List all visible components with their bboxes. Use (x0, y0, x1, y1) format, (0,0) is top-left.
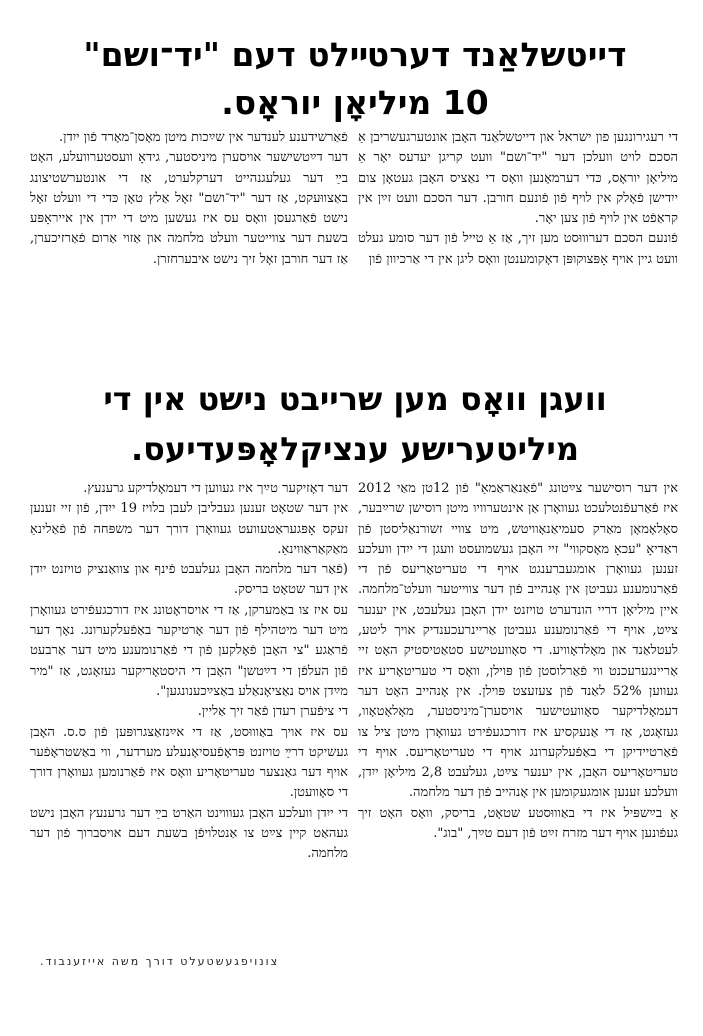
article2-left-column (30, 479, 348, 919)
article2-headline-line2: מיליטערישע ענציקלאָפּעדיעס. (131, 430, 579, 468)
article2-headline-line1: וועגן וואָס מען שרייבט נישט אין די (103, 380, 607, 418)
author-credit: צונויפגעשטעלט דורך משה אייזענבוד. (40, 955, 280, 968)
article1-paragraph: די רעגירונגען פון ישראל און דייטשלאַנד האָבן אונטערגעשריבן אַ הסכם לויט וועלכן דער "יד־ושם" וועט קריגן יעדעס יאָר אַ מיליאָן יוראָס, כּדי דערמאָנען וואָס די נאַציס האָבן געטאָן צום ייִדישן פֿאָלק אין לויף פֿון פֿונעם חורבן. דער הסכם וועט זײַן אין קראַפֿט אין לויף פֿון צען יאָר. (358, 130, 678, 227)
article2-paragraph: (פֿאַר דער מלחמה האָבן געלעבט פֿינף און צוואַנציק טויזנט ייִדן אין דער שטאָט בריסק. (30, 562, 348, 598)
article2-right-column (358, 479, 678, 989)
article2-paragraph: אַ בײַשפּיל איז די באַוווּסטע שטאָט, בריסק, וואָס האָט זיך געפֿונען אויף דער מזרח זײַט פֿון דעם טײַך, "בוג". (358, 805, 678, 842)
article1-right-column (358, 128, 678, 360)
article2-paragraph: אין דער שטאָט זענען געבליבן לעבן בלויז 19 ייִדן, פֿון זיי זענען זעקס אָפּגעראַטעוועט געוואָרן דורך דער משפּחה פֿון פֿאַלינאַ מאַקאַראַווינאַ. (30, 501, 348, 557)
article2-paragraph: אין דער רוסישער צײַטונג "פֿאַנאַראַמאַ" פֿון 12טן מאַי 2012 איז פֿאַרעפֿנטלעכט געוואָרן אַן אינטערוויו מיטן רוסישן שרײַבער, סאָלאָמאָן מאַרק סעמיאַנאָוויטש, מיט צוויי זשורנאַליסטן פֿון ראַדיאָ "עכאָ מאָסקווי" זיי האָבן געשמועסט וועגן די ייִדן וועלכע זענען געוואָרן אומגעברענגט אויף די טעריטאָריעס פֿון די פֿאַרנומענע געביטן אין אָנהייב פֿון דער צווייטער וועלט־מלחמה. איין מיליאָן דריי הונדערט טויזנט ייִדן האָבן געלעבט, אין יענער צײַט, אויף די פֿאַרנומענע געביטן אַריינרעכענדיק אויך ליטע, לעטלאַנד און מאָלדאָוויע. די סאָוועטישע סטאַטיסטיק האָט זיי אַריינגערעכנט ווי פֿאַרלוסטן פֿון פּוילן, וואָס די טעריטאָריע איז געווען 52% לאַנד פֿון צעזעצט פּוילן. אין אָנהייב האָט דער דעמאָלדיקער סאָוועטישער אויסערן־מיניסטער, מאָלאָטאָוו, געזאָגט, אַז די אַנעקסיע איז דורכגעפֿירט געוואָרן מיטן ציל צו פֿאַרטיידיקן די באַפֿעלקערונג אויף די טעריטאָריעס. אויף די טעריטאָריעס האָבן, אין יענער צײַט, געלעבט 2,8 מיליאָן ייִדן, וועלכע זענען אומגעקומען אין אָנהייב פֿון דער מלחמה. (358, 481, 678, 801)
article1-paragraph: דער דײַטשישער אויסערן מיניסטער, גידאָ וועסטערוועלע, האָט בײַ דער געלעגנהייט דערקלערט, אַז די אונטערשטיצונג באַצווּעקט, אַז דער "יד־ושם" זאָל אַלץ טאָן כּדי די וועלט זאָל נישט פֿאַרגעסן וואָס עס איז געשען מיט די ייִדן אין אייראָפּע בשעת דער צווייטער וועלט מלחמה און אַזוי אַרום פֿאַרזיכערן, אַז דער חורבן זאָל זיך נישט איבערחזרן. (30, 150, 348, 267)
article2-paragraph: די ציפֿערן רעדן פֿאַר זיך אַליין. (197, 704, 348, 720)
article1-headline-line1: דייטשלאַנד דערטײלט דעם "יד־ושם" (83, 35, 627, 74)
article2-paragraph: די ייִדן וועלכע האָבן געוווינט האַרט בײַ דער גרענעץ האָבן נישט געהאַט קיין צײַט צו אַנטלויפֿן בשעת דעם אויסברוך פֿון דער מלחמה. (30, 805, 348, 862)
article2-paragraph: עס איז אויך באַוווּסט, אַז די אײַנזאַצגרופּען פֿון ס.ס. האָבן געשיקט דרײַ טויזנט פּראָפֿעסיאָנעלע מערדער, ווי באַשטראָפֿער אויף דער גאַנצער טעריטאָריע וואָס איז פֿאַרנומען געוואָרן דורך די סאָוועטן. (30, 724, 348, 801)
article1-headline-line2: 10 מיליאָן יוראָס. (221, 83, 489, 122)
article1-paragraph: פֿאַרשידענע לענדער אין שײַכות מיטן מאָסן־מאָרד פֿון ייִדן. (59, 130, 348, 145)
article2-paragraph: עס איז צו באַמערקן, אַז די אויסראָטונג איז דורכגעפֿירט געוואָרן מיט דער מיטהילף פֿון דער אָרטיקער באַפֿעלקערונג. נאָך דער פֿראַגע "צי האָבן פֿאָלקען פֿון די פֿאַרנומענע מיט דער אַרבעט פֿון העלפֿן די דײַטשן" האָבן די היסטאָריקער געזאָגט, אַז "מיר מײַדן אויס נאַציאָנאַלע באַצײַכענונגען". (30, 602, 348, 699)
article1-left-column (30, 128, 348, 360)
article1-paragraph: פֿונעם הסכם דערוווּסט מען זיך, אַז אַ טייל פֿון דער סומע געלט וועט גיין אויף אָפּצוקופּן דאָקומענטן וואָס ליגן אין די אַרכיוון פֿון (358, 231, 678, 267)
article2-paragraph: דער דאָזיקער טײַך איז געווען די דעמאָלדיקע גרענעץ. (83, 481, 348, 496)
